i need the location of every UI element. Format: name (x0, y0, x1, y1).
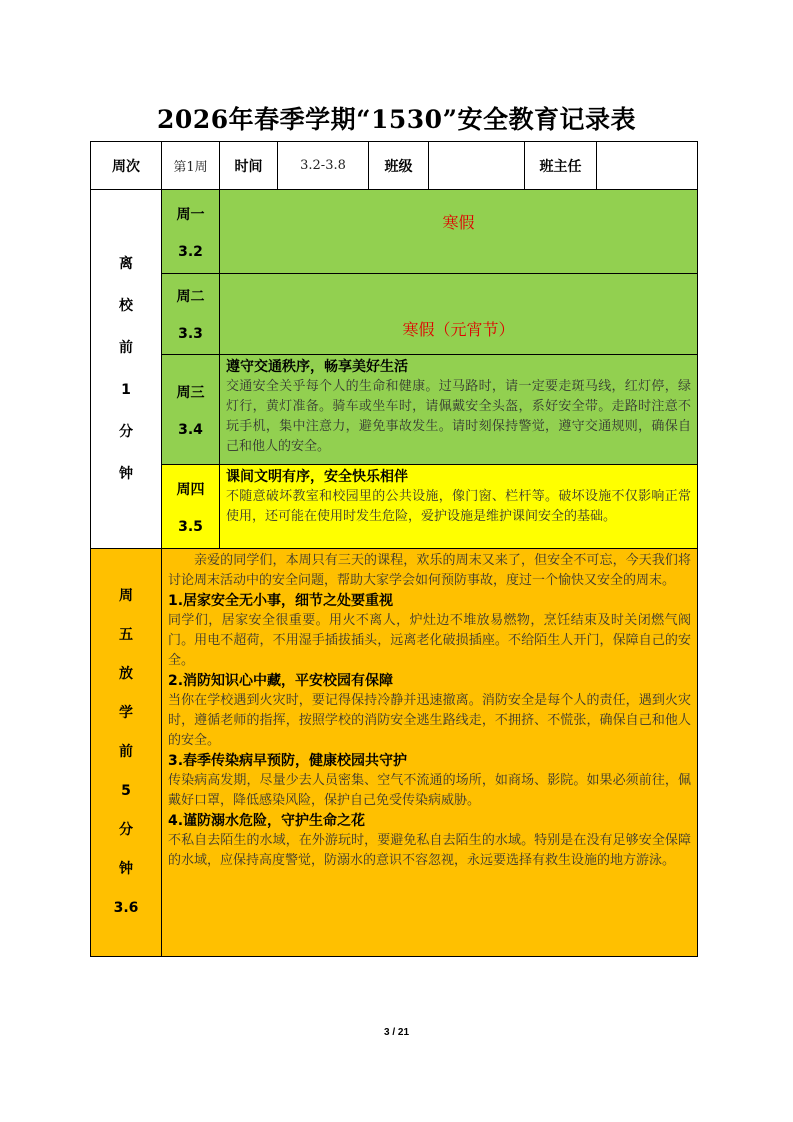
monday-note: 寒假 (220, 190, 698, 274)
time-label: 时间 (220, 142, 278, 190)
safety-record-table (90, 141, 698, 957)
friday-content (162, 549, 698, 957)
friday-row (91, 549, 698, 957)
class-value (429, 142, 525, 190)
monday-day-cell (162, 190, 220, 274)
tuesday-note: 寒假（元宵节） (220, 274, 698, 355)
monday-row (91, 190, 698, 274)
wednesday-content (220, 355, 698, 465)
tuesday-day-cell (162, 274, 220, 355)
class-label: 班级 (369, 142, 429, 190)
day-date: 3.5 (178, 518, 203, 535)
wednesday-row (91, 355, 698, 465)
thursday-text: 不随意破坏教室和校园里的公共设施，像门窗、栏杆等。破坏设施不仅影响正常使用，还可能在使用时发生危险，爱护设施是维护课间安全的基础。 (226, 489, 691, 525)
day-date: 3.2 (178, 243, 203, 260)
wednesday-heading: 遵守交通秩序，畅享美好生活 (226, 359, 408, 376)
section2-label: 周 五 放 学 前 5 分 钟 3.6 (91, 549, 162, 957)
wednesday-text: 交通安全关乎每个人的生命和健康。过马路时，请一定要走斑马线，红灯停，绿灯行，黄灯准备。骑车或坐车时，请佩戴安全头盔，系好安全带。走路时注意不玩手机，集中注意力，避免事故发生。请时刻保持警觉，遵守交通规则，确保自己和他人的安全。 (226, 379, 691, 455)
tuesday-row (91, 274, 698, 355)
week-label: 周次 (91, 142, 162, 190)
time-value: 3.2-3.8 (278, 142, 369, 190)
item-text: 传染病高发期，尽量少去人员密集、空气不流通的场所，如商场、影院。如果必须前往，佩戴好口罩，降低感染风险，保护自己免受传染病威胁。 (168, 773, 691, 809)
day-date: 3.3 (178, 326, 203, 343)
header-row (91, 142, 698, 190)
thursday-heading: 课间文明有序，安全快乐相伴 (226, 469, 408, 486)
day-name: 周二 (176, 289, 205, 306)
item-heading: 2.消防知识心中藏，平安校园有保障 (168, 673, 394, 690)
thursday-content (220, 465, 698, 549)
thursday-row (91, 465, 698, 549)
day-date: 3.4 (178, 421, 203, 438)
teacher-value (597, 142, 698, 190)
teacher-label: 班主任 (525, 142, 597, 190)
item-text: 同学们，居家安全很重要。用火不离人，炉灶边不堆放易燃物，烹饪结束及时关闭燃气阀门。用电不超荷，不用湿手插拔插头，远离老化破损插座。不给陌生人开门，保障自己的安全。 (168, 613, 691, 669)
item-heading: 3.春季传染病早预防，健康校园共守护 (168, 753, 408, 770)
item-heading: 4.谨防溺水危险，守护生命之花 (168, 813, 366, 830)
item-heading: 1.居家安全无小事，细节之处要重视 (168, 593, 394, 610)
page-title: 2026年春季学期“1530”安全教育记录表 (157, 105, 636, 134)
section1-label: 离 校 前 1 分 钟 (91, 190, 162, 549)
thursday-day-cell (162, 465, 220, 549)
page-number: 3 / 21 (383, 1027, 410, 1038)
item-text: 不私自去陌生的水域，在外游玩时，要避免私自去陌生的水域。特别是在没有足够安全保障的水域，应保持高度警觉，防溺水的意识不容忽视，永远要选择有救生设施的地方游泳。 (168, 833, 691, 869)
week-value: 第1周 (162, 142, 220, 190)
day-name: 周一 (176, 206, 205, 223)
item-text: 当你在学校遇到火灾时，要记得保持冷静并迅速撤离。消防安全是每个人的责任，遇到火灾时，遵循老师的指挥，按照学校的消防安全逃生路线走，不拥挤、不慌张，确保自己和他人的安全。 (168, 693, 691, 749)
day-name: 周四 (176, 481, 205, 498)
day-name: 周三 (176, 384, 205, 401)
wednesday-day-cell (162, 355, 220, 465)
friday-intro: 亲爱的同学们，本周只有三天的课程，欢乐的周末又来了，但安全不可忘，今天我们将讨论周末活动中的安全问题，帮助大家学会如何预防事故，度过一个愉快又安全的周末。 (168, 553, 691, 589)
